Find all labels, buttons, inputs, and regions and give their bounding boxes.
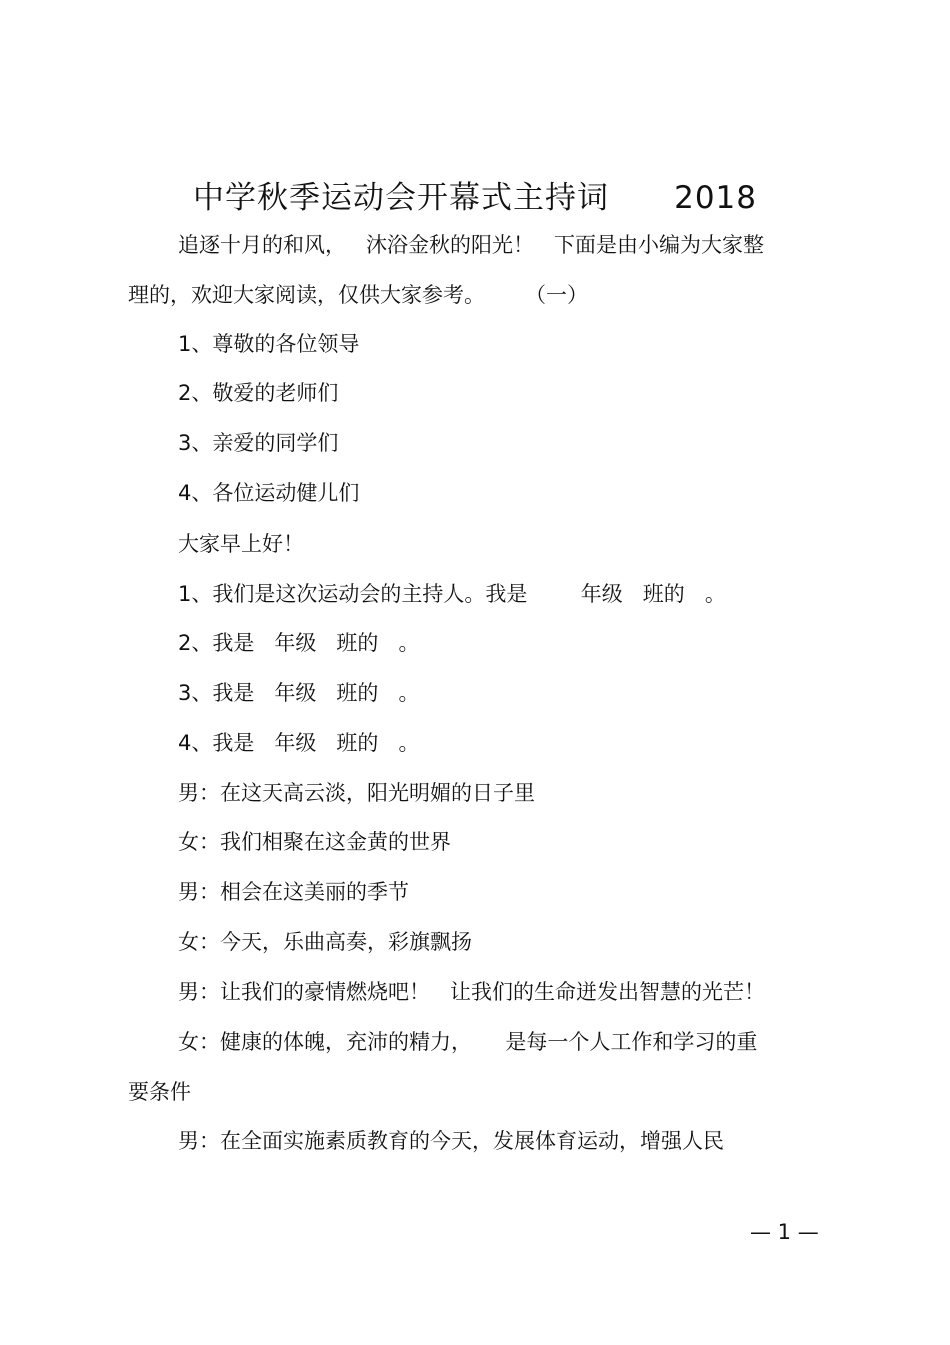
- dialogue-line: 女：今天，乐曲高奏，彩旗飘扬: [178, 930, 472, 954]
- dialogue-line: 男：在全面实施素质教育的今天，发展体育运动，增强人民: [178, 1129, 724, 1153]
- dialogue-line: 男：让我们的豪情燃烧吧！ 让我们的生命迸发出智慧的光芒！: [178, 980, 766, 1004]
- greeting-line: 大家早上好！: [178, 532, 304, 556]
- dialogue-line: 男：相会在这美丽的季节: [178, 880, 409, 904]
- document-title: 中学秋季运动会开幕式主持词 2018: [192, 180, 757, 216]
- list-item: 1、我们是这次运动会的主持人。我是 年级 班的 。: [178, 582, 726, 606]
- list-item: 2、敬爱的老师们: [178, 381, 339, 405]
- dialogue-line: 要条件: [128, 1080, 191, 1104]
- dialogue-line: 男：在这天高云淡，阳光明媚的日子里: [178, 781, 535, 805]
- dialogue-line: 女：健康的体魄，充沛的精力， 是每一个人工作和学习的重: [178, 1030, 758, 1054]
- list-item: 4、各位运动健儿们: [178, 481, 360, 505]
- paragraph-line: 理的，欢迎大家阅读，仅供大家参考。 （一）: [128, 283, 589, 307]
- list-item: 3、我是 年级 班的 。: [178, 681, 420, 705]
- list-item: 1、尊敬的各位领导: [178, 332, 360, 356]
- page-number: — 1 —: [750, 1220, 819, 1244]
- paragraph-line: 追逐十月的和风， 沐浴金秋的阳光！ 下面是由小编为大家整: [178, 233, 765, 257]
- list-item: 4、我是 年级 班的 。: [178, 731, 420, 755]
- dialogue-line: 女：我们相聚在这金黄的世界: [178, 830, 451, 854]
- list-item: 3、亲爱的同学们: [178, 431, 339, 455]
- list-item: 2、我是 年级 班的 。: [178, 631, 420, 655]
